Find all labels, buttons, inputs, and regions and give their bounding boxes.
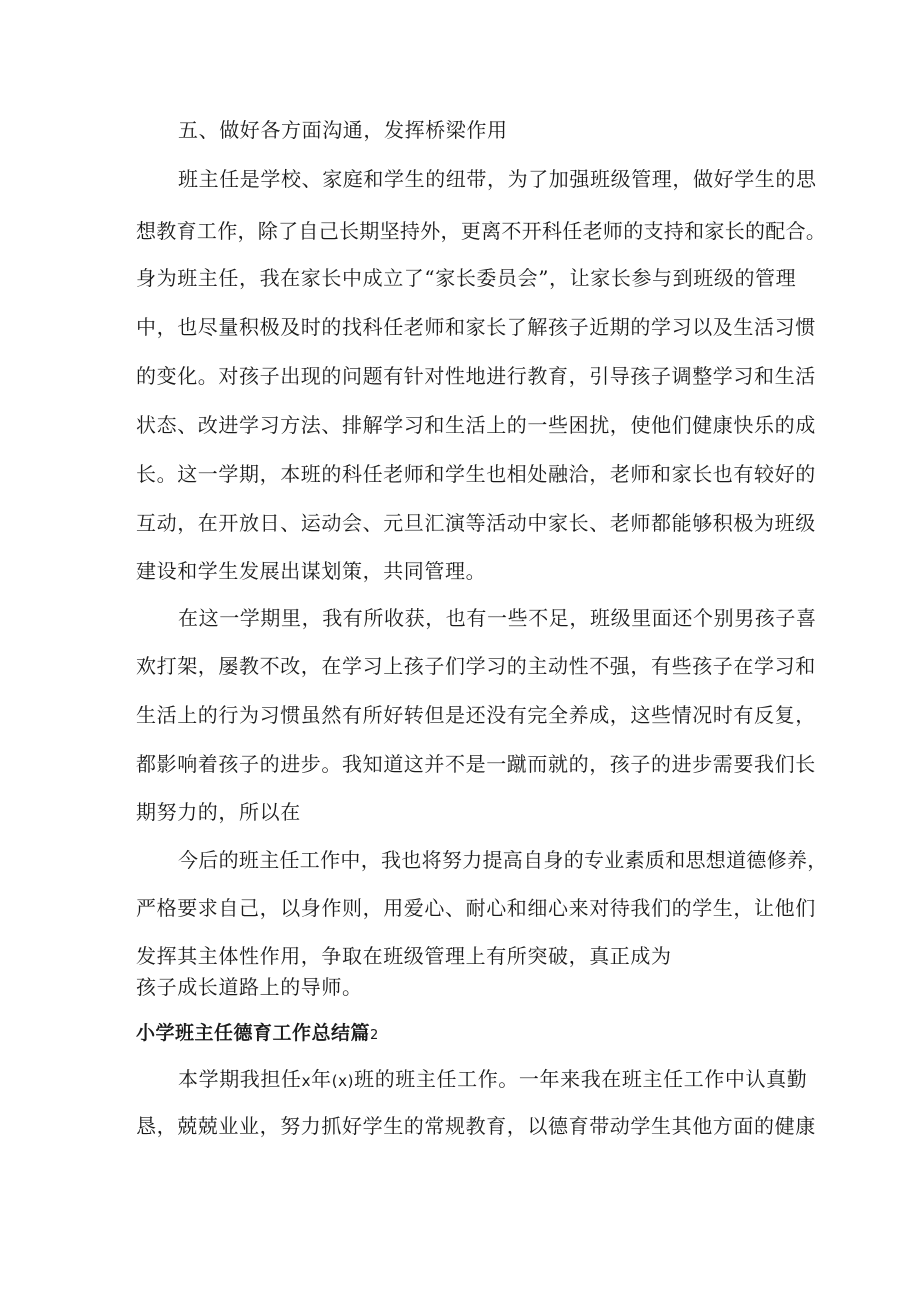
- paragraph-1-line-7: 长。这一学期，本班的科任老师和学生也相处融洽，老师和家长也有较好的: [136, 462, 816, 486]
- article-2-number: 2: [370, 1028, 379, 1043]
- article-2-title: [136, 1021, 379, 1048]
- paragraph-3-line-1: 今后的班主任工作中，我也将努力提高自身的专业素质和思想道德修养，: [178, 848, 828, 872]
- paragraph-4-line-2: 恳，兢兢业业，努力抓好学生的常规教育，以德育带动学生其他方面的健康: [136, 1114, 816, 1138]
- paragraph-1-line-4: 中，也尽量积极及时的找科任老师和家长了解孩子近期的学习以及生活习惯: [136, 315, 816, 339]
- paragraph-4-line-1-part-e: 班的班主任工作。一年来我在班主任工作中认真勤: [354, 1067, 808, 1091]
- paragraph-3-line-3: 发挥其主体性作用，争取在班级管理上有所突破，真正成为: [136, 944, 672, 968]
- paragraph-4-line-1: [178, 1067, 807, 1093]
- paragraph-2-line-1: 在这一学期里，我有所收获，也有一些不足，班级里面还个别男孩子喜: [178, 606, 817, 630]
- paragraph-1-line-1: 班主任是学校、家庭和学生的纽带，为了加强班级管理，做好学生的思: [178, 167, 817, 191]
- paragraph-3-line-4: 孩子成长道路上的导师。: [136, 975, 363, 999]
- paragraph-1-line-2: 想教育工作，除了自己长期坚持外，更离不开科任老师的支持和家长的配合。: [136, 219, 827, 243]
- paragraph-2-line-4: 都影响着孩子的进步。我知道这并不是一蹴而就的，孩子的进步需要我们长: [136, 752, 816, 776]
- paragraph-2-line-2: 欢打架，屡教不改，在学习上孩子们学习的主动性不强，有些孩子在学习和: [136, 654, 816, 678]
- paragraph-4-line-1-part-b: x: [301, 1072, 312, 1090]
- paragraph-1-line-5: 的变化。对孩子出现的问题有针对性地进行教育，引导孩子调整学习和生活: [136, 364, 816, 388]
- paragraph-4-line-1-part-d: (x): [331, 1072, 355, 1090]
- paragraph-2-line-5: 期努力的，所以在: [136, 800, 301, 824]
- article-2-title-text: 小学班主任德育工作总结篇: [136, 1022, 371, 1044]
- paragraph-3-line-2: 严格要求自己，以身作则，用爱心、耐心和细心来对待我们的学生，让他们: [136, 896, 816, 920]
- paragraph-4-line-1-part-c: 年: [311, 1067, 332, 1091]
- paragraph-1-line-9: 建设和学生发展出谋划策，共同管理。: [136, 559, 487, 583]
- paragraph-4-line-1-part-a: 本学期我担任: [178, 1067, 302, 1091]
- paragraph-1-line-8: 互动，在开放日、运动会、元旦汇演等活动中家长、老师都能够积极为班级: [136, 511, 816, 535]
- section-5-title: 五、做好各方面沟通，发挥桥梁作用: [178, 118, 508, 142]
- paragraph-2-line-3: 生活上的行为习惯虽然有所好转但是还没有完全养成，这些情况时有反复，: [136, 703, 816, 727]
- paragraph-1-line-3: 身为班主任，我在家长中成立了“家长委员会”，让家长参与到班级的管理: [136, 266, 797, 290]
- paragraph-1-line-6: 状态、改进学习方法、排解学习和生活上的一些困扰，使他们健康快乐的成: [136, 413, 816, 437]
